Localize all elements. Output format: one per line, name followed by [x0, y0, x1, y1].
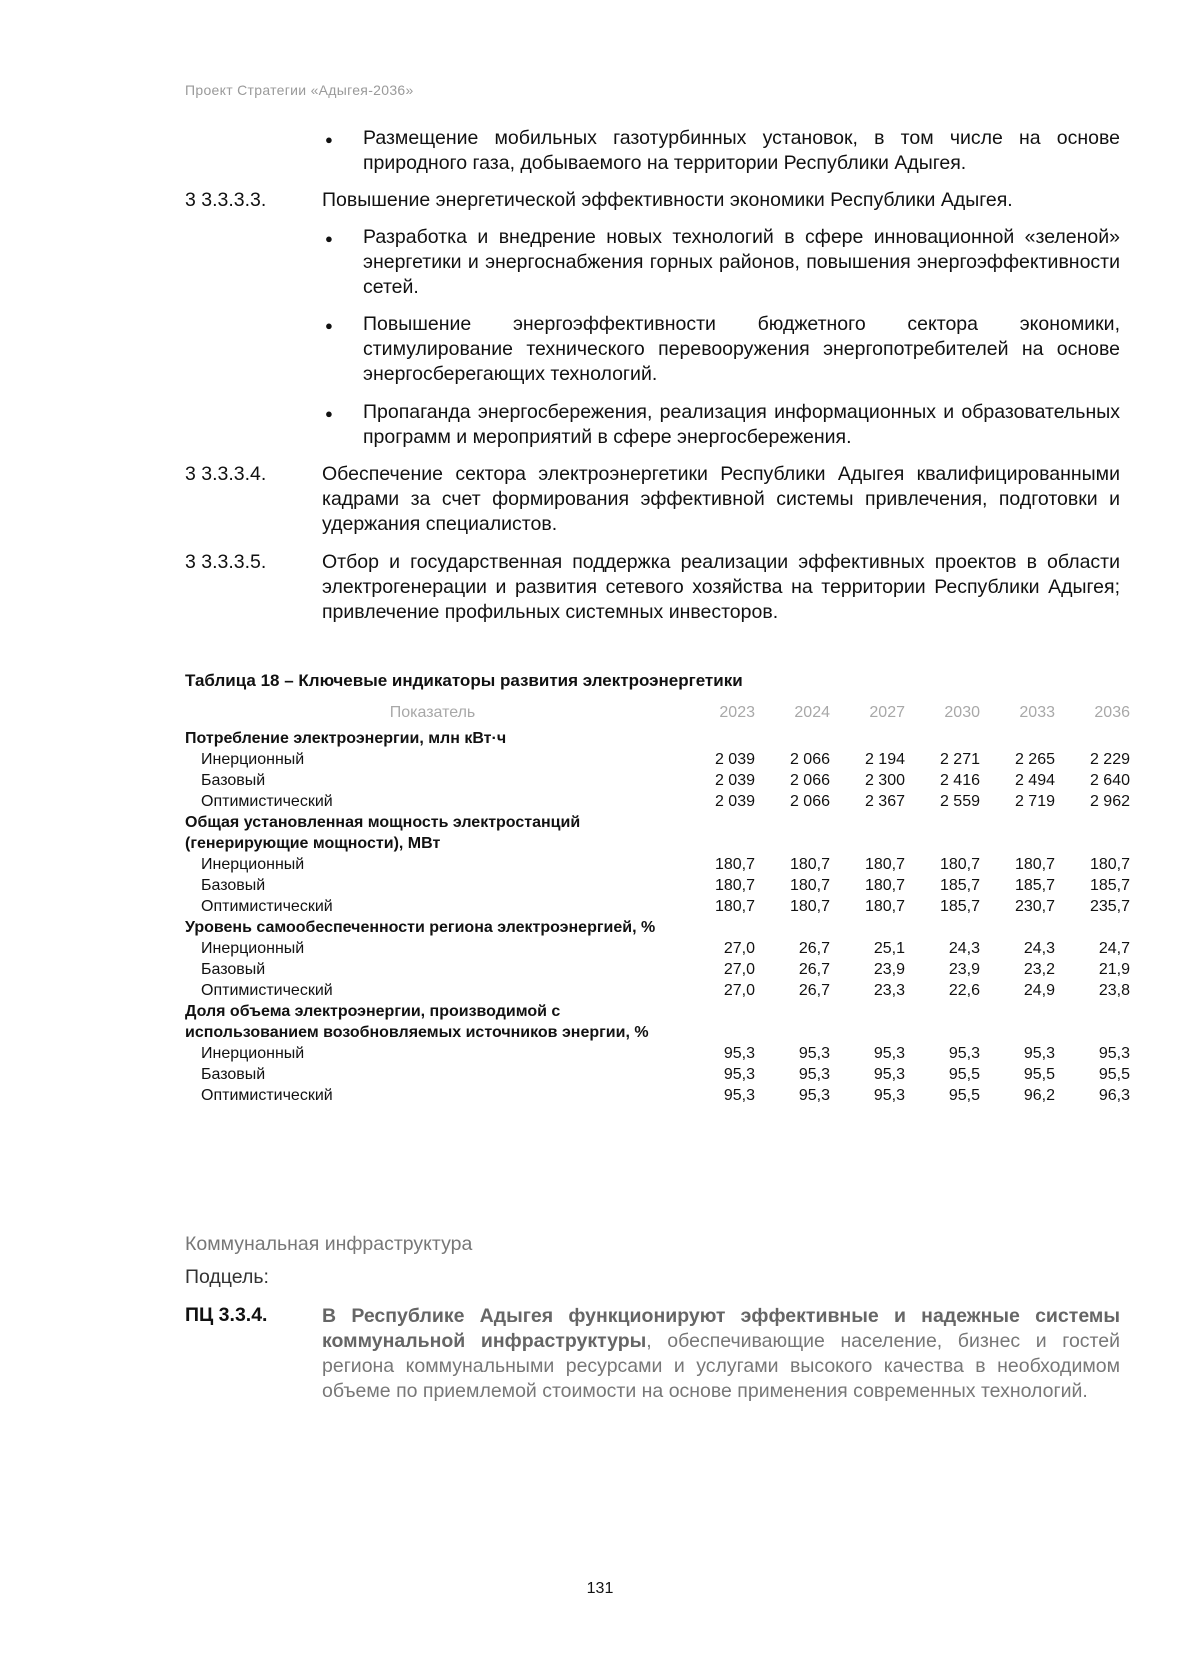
- value-cell: 26,7: [798, 982, 830, 999]
- empty-cell: [755, 728, 830, 749]
- value-cell: 2 039: [714, 793, 755, 810]
- value-cell: 2 962: [1089, 793, 1130, 810]
- empty-cell: [830, 728, 905, 749]
- value-cell: 95,5: [1098, 1066, 1130, 1083]
- value-cell: 24,7: [1098, 940, 1130, 957]
- bullet-icon: ●: [325, 231, 333, 246]
- subgoal-rest-text: , обеспечивающие население, бизнес и гостей региона коммунальными ресурсами и услугами высокого качества в необходимом объеме по приемлемой стоимости на основе применения современных технологий.: [322, 1330, 1120, 1402]
- scenario-label: Базовый: [201, 1066, 266, 1083]
- scenario-label: Инерционный: [201, 751, 305, 768]
- value-cell: 27,0: [723, 940, 755, 957]
- empty-cell: [905, 1001, 980, 1043]
- subgoal-label: Подцель:: [185, 1266, 269, 1288]
- page-number: 131: [586, 1580, 614, 1597]
- table-row: [185, 749, 1130, 770]
- scenario-label: Инерционный: [201, 856, 305, 873]
- value-cell: 180,7: [864, 877, 905, 894]
- value-cell: 2 066: [789, 751, 830, 768]
- scenario-label: Оптимистический: [201, 1087, 333, 1104]
- value-cell: 180,7: [714, 856, 755, 873]
- value-cell: 96,2: [1023, 1087, 1055, 1104]
- empty-cell: [1055, 728, 1130, 749]
- bullet-text: Пропаганда энергосбережения, реализация информационных и образовательных программ и мероприятий в сфере энергосбережения.: [363, 401, 1120, 448]
- header-indicator: Показатель: [389, 704, 476, 721]
- empty-cell: [755, 812, 830, 854]
- empty-cell: [905, 812, 980, 854]
- empty-cell: [680, 1001, 755, 1043]
- value-cell: 180,7: [789, 898, 830, 915]
- value-cell: 95,5: [1023, 1066, 1055, 1083]
- group-title: Потребление электроэнергии, млн кВт·ч: [185, 730, 507, 747]
- value-cell: 180,7: [789, 877, 830, 894]
- scenario-label: Базовый: [201, 877, 266, 894]
- bullet-icon: ●: [325, 132, 333, 147]
- empty-cell: [980, 812, 1055, 854]
- bullet-text: Повышение энергоэффективности бюджетного сектора экономики, стимулирование технического перевооружения энергопотребителей на основе энергосберегающих технологий.: [363, 313, 1120, 385]
- scenario-label: Оптимистический: [201, 982, 333, 999]
- value-cell: 180,7: [939, 856, 980, 873]
- scenario-label: Инерционный: [201, 1045, 305, 1062]
- value-cell: 180,7: [789, 856, 830, 873]
- value-cell: 2 719: [1014, 793, 1055, 810]
- table-row: [185, 854, 1130, 875]
- value-cell: 2 416: [939, 772, 980, 789]
- table-group-row: [185, 728, 1130, 749]
- table-row: [185, 1043, 1130, 1064]
- table-row: [185, 896, 1130, 917]
- subgoal-bold-text: В Республике Адыгея функционируют эффективные и надежные системы коммунальной инфраструктуры: [322, 1305, 1120, 1352]
- scenario-label: Оптимистический: [201, 793, 333, 810]
- empty-cell: [830, 1001, 905, 1043]
- item-text: Отбор и государственная поддержка реализации эффективных проектов в области электрогенерации и развития сетевого хозяйства на территории Республики Адыгея; привлечение профильных системных инвесторов.: [322, 551, 1120, 623]
- bullet-text: Размещение мобильных газотурбинных установок, в том числе на основе природного газа, добываемого на территории Республики Адыгея.: [363, 127, 1120, 174]
- group-title: Уровень самообеспеченности региона электроэнергией, %: [185, 919, 656, 936]
- header-year: 2036: [1094, 704, 1130, 721]
- value-cell: 180,7: [864, 856, 905, 873]
- value-cell: 180,7: [1089, 856, 1130, 873]
- table-row: [185, 938, 1130, 959]
- value-cell: 95,3: [798, 1066, 830, 1083]
- value-cell: 95,3: [723, 1066, 755, 1083]
- value-cell: 95,3: [873, 1066, 905, 1083]
- bullet-icon: ●: [325, 406, 333, 421]
- value-cell: 2 367: [864, 793, 905, 810]
- empty-cell: [830, 812, 905, 854]
- value-cell: 2 066: [789, 793, 830, 810]
- value-cell: 180,7: [714, 877, 755, 894]
- value-cell: 2 194: [864, 751, 905, 768]
- header-year: 2027: [869, 704, 905, 721]
- value-cell: 2 039: [714, 772, 755, 789]
- value-cell: 21,9: [1098, 961, 1130, 978]
- value-cell: 2 229: [1089, 751, 1130, 768]
- value-cell: 2 066: [789, 772, 830, 789]
- empty-cell: [755, 1001, 830, 1043]
- subgoal-code: ПЦ 3.3.4.: [185, 1304, 268, 1326]
- value-cell: 95,5: [948, 1087, 980, 1104]
- value-cell: 180,7: [1014, 856, 1055, 873]
- empty-cell: [905, 917, 980, 938]
- empty-cell: [980, 728, 1055, 749]
- table-group-row: [185, 812, 1130, 854]
- group-title: Доля объема электроэнергии, производимой с использованием возобновляемых источников энергии, %: [185, 1003, 649, 1041]
- value-cell: 95,3: [873, 1087, 905, 1104]
- value-cell: 26,7: [798, 940, 830, 957]
- scenario-label: Инерционный: [201, 940, 305, 957]
- table-row: [185, 1064, 1130, 1085]
- empty-cell: [980, 1001, 1055, 1043]
- value-cell: 27,0: [723, 961, 755, 978]
- value-cell: 23,9: [873, 961, 905, 978]
- group-title: Общая установленная мощность электростанций (генерирующие мощности), МВт: [185, 814, 581, 852]
- value-cell: 23,3: [873, 982, 905, 999]
- value-cell: 95,3: [948, 1045, 980, 1062]
- table-row: [185, 875, 1130, 896]
- table-group-row: [185, 917, 1130, 938]
- table-row: [185, 791, 1130, 812]
- table-row: [185, 1085, 1130, 1106]
- value-cell: 22,6: [948, 982, 980, 999]
- value-cell: 95,3: [1098, 1045, 1130, 1062]
- header-year: 2023: [719, 704, 755, 721]
- value-cell: 230,7: [1014, 898, 1055, 915]
- value-cell: 2 265: [1014, 751, 1055, 768]
- value-cell: 180,7: [864, 898, 905, 915]
- empty-cell: [680, 917, 755, 938]
- value-cell: 23,8: [1098, 982, 1130, 999]
- value-cell: 180,7: [714, 898, 755, 915]
- value-cell: 23,2: [1023, 961, 1055, 978]
- empty-cell: [980, 917, 1055, 938]
- empty-cell: [1055, 917, 1130, 938]
- table-row: [185, 959, 1130, 980]
- empty-cell: [680, 728, 755, 749]
- value-cell: 2 559: [939, 793, 980, 810]
- bullet-icon: ●: [325, 318, 333, 333]
- bullet-text: Разработка и внедрение новых технологий в сфере инновационной «зеленой» энергетики и энергоснабжения горных районов, повышения энергоэффективности сетей.: [363, 226, 1120, 298]
- page-header: Проект Стратегии «Адыгея-2036»: [185, 82, 414, 98]
- value-cell: 95,3: [873, 1045, 905, 1062]
- item-text: Обеспечение сектора электроэнергетики Республики Адыгея квалифицированными кадрами за счет формирования эффективной системы привлечения, подготовки и удержания специалистов.: [322, 463, 1120, 535]
- section-title: Коммунальная инфраструктура: [185, 1233, 473, 1255]
- value-cell: 2 039: [714, 751, 755, 768]
- empty-cell: [680, 812, 755, 854]
- empty-cell: [905, 728, 980, 749]
- empty-cell: [1055, 812, 1130, 854]
- value-cell: 185,7: [1089, 877, 1130, 894]
- value-cell: 27,0: [723, 982, 755, 999]
- item-number: 3 3.3.3.5.: [185, 551, 267, 573]
- scenario-label: Базовый: [201, 961, 266, 978]
- scenario-label: Оптимистический: [201, 898, 333, 915]
- value-cell: 2 300: [864, 772, 905, 789]
- empty-cell: [830, 917, 905, 938]
- value-cell: 235,7: [1089, 898, 1130, 915]
- item-number: 3 3.3.3.3.: [185, 189, 267, 211]
- value-cell: 95,3: [723, 1045, 755, 1062]
- value-cell: 185,7: [1014, 877, 1055, 894]
- scenario-label: Базовый: [201, 772, 266, 789]
- item-number: 3 3.3.3.4.: [185, 463, 267, 485]
- value-cell: 2 271: [939, 751, 980, 768]
- value-cell: 24,3: [948, 940, 980, 957]
- item-text: Повышение энергетической эффективности экономики Республики Адыгея.: [322, 189, 1013, 211]
- value-cell: 2 494: [1014, 772, 1055, 789]
- table-row: [185, 980, 1130, 1001]
- value-cell: 95,3: [723, 1087, 755, 1104]
- value-cell: 95,3: [798, 1087, 830, 1104]
- empty-cell: [1055, 1001, 1130, 1043]
- header-year: 2024: [794, 704, 830, 721]
- table-header-row: [185, 702, 1130, 728]
- subgoal-text: [322, 1304, 1120, 1404]
- value-cell: 24,9: [1023, 982, 1055, 999]
- empty-cell: [755, 917, 830, 938]
- value-cell: 95,5: [948, 1066, 980, 1083]
- value-cell: 2 640: [1089, 772, 1130, 789]
- value-cell: 26,7: [798, 961, 830, 978]
- value-cell: 95,3: [798, 1045, 830, 1062]
- table-title: Таблица 18 – Ключевые индикаторы развития электроэнергетики: [185, 671, 743, 690]
- header-year: 2033: [1019, 704, 1055, 721]
- value-cell: 95,3: [1023, 1045, 1055, 1062]
- table-group-row: [185, 1001, 1130, 1043]
- indicators-table: [185, 702, 1130, 1106]
- value-cell: 185,7: [939, 898, 980, 915]
- value-cell: 25,1: [873, 940, 905, 957]
- value-cell: 185,7: [939, 877, 980, 894]
- value-cell: 24,3: [1023, 940, 1055, 957]
- value-cell: 23,9: [948, 961, 980, 978]
- table-row: [185, 770, 1130, 791]
- header-year: 2030: [944, 704, 980, 721]
- value-cell: 96,3: [1098, 1087, 1130, 1104]
